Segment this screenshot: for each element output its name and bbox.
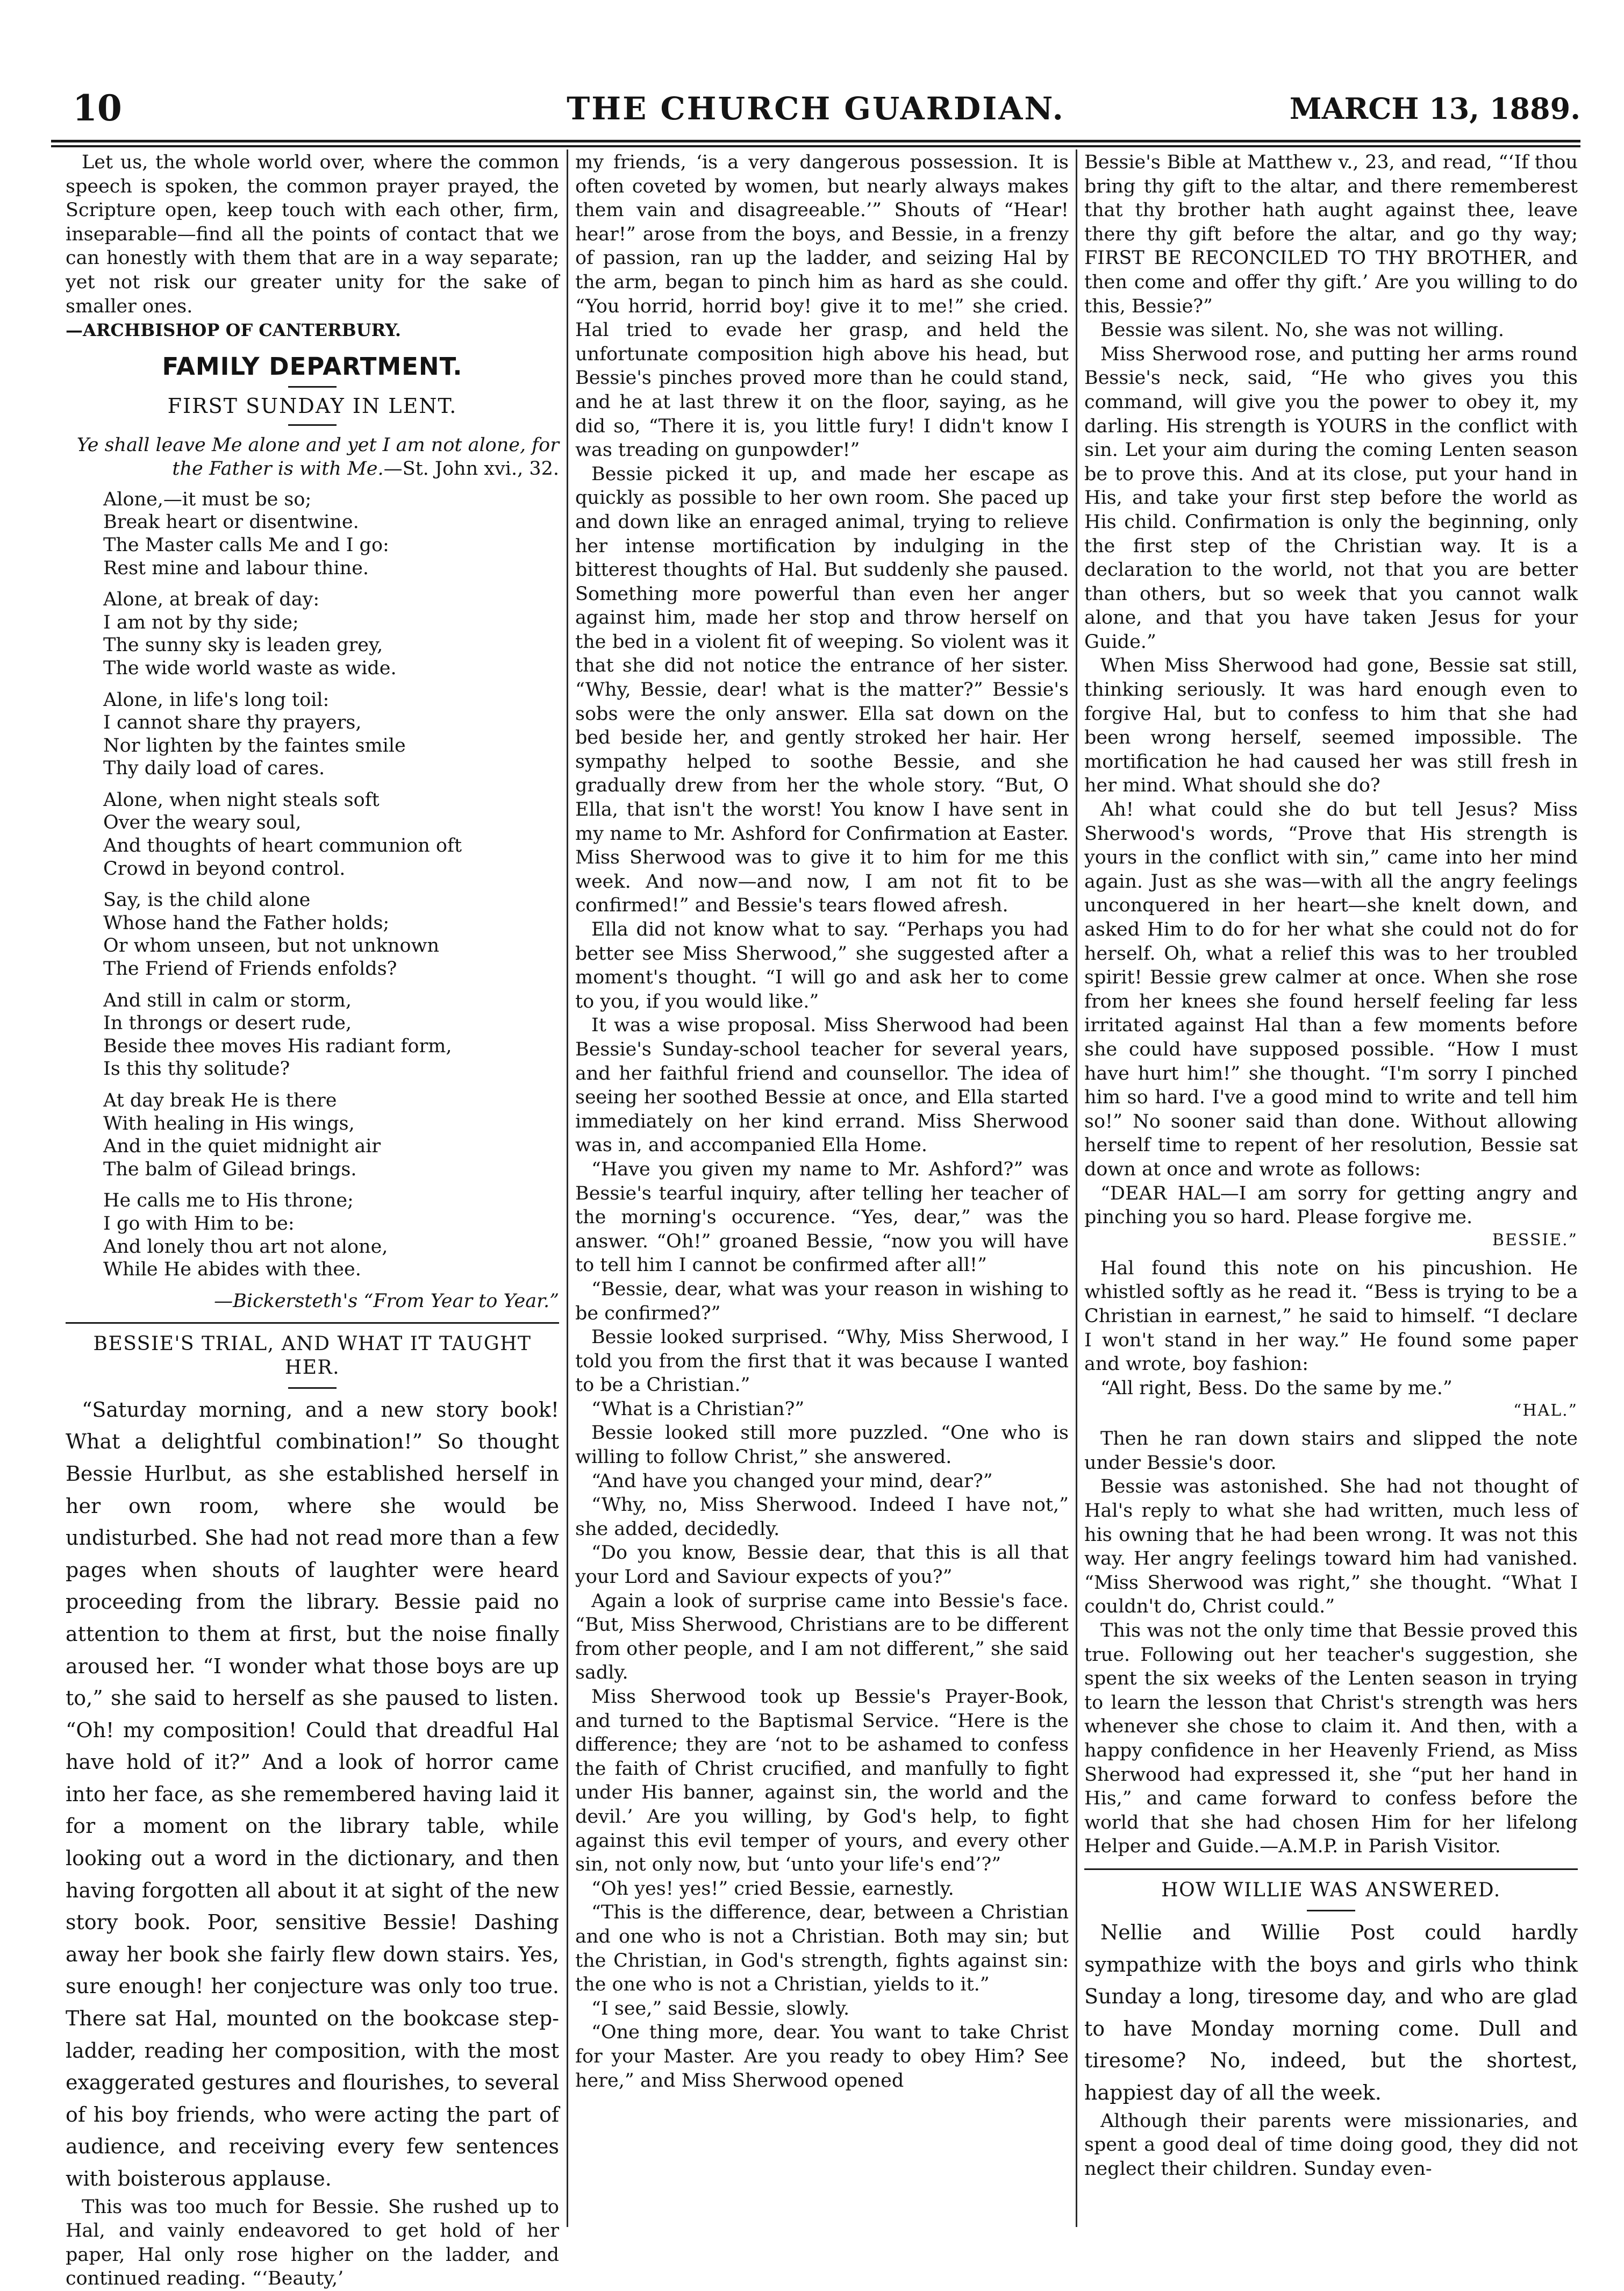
story-paragraph: This was too much for Bessie. She rushed up to Hal, and vainly endeavored to get hold of her paper, Hal only rose higher on the ladder, and continued reading. “‘Beauty,’ [66, 2196, 559, 2290]
poem-line: The balm of Gilead brings. [103, 1158, 357, 1180]
sub-heading: FIRST SUNDAY IN LENT. [66, 386, 559, 426]
story-paragraph: It was a wise proposal. Miss Sherwood had been Bessie's Sunday-school teacher for several years, and her faithful friend and counsellor. The idea of seeing her soothed Bessie at once, and Ella started immediately on her kind errand. Miss Sherwood was in, and accompanied Ella Home. [575, 1015, 1069, 1157]
poem-line: Whose hand the Father holds; [103, 912, 390, 934]
story-paragraph: When Miss Sherwood had gone, Bessie sat still, thinking seriously. It was hard enough even to forgive Hal, but to confess to him that she had been wrong herself, seemed impossible. The mortification he had caused her was still fresh in her mind. What should she do? [1084, 655, 1578, 797]
story-paragraph: “Do you know, Bessie dear, that this is all that your Lord and Saviour expects of you?” [575, 1542, 1069, 1588]
poem [66, 488, 559, 1281]
poem-line: In throngs or desert rude, [103, 1012, 352, 1034]
story-paragraph: Ah! what could she do but tell Jesus? Miss Sherwood's words, “Prove that His strength is yours in the conflict with sin,” came into her mind again. Just as she was—with all the angry feelings unconquered in her heart—she knelt down, and asked Him to do for her what she could not do for herself. Oh, what a relief this was to her troubled spirit! Bessie grew calmer at once. When she rose from her knees she found herself feeling far less irritated against Hal than a few moments before she could have supposed possible. “How I must have hurt him!” she thought. “I'm sorry I pinched him so hard. I've a good mind to write and tell him so!” No sooner said than done. Without allowing herself time to repent of her resolution, Bessie sat down at once and wrote as follows: [1084, 799, 1578, 1180]
poem-line: Alone, when night steals soft [103, 789, 380, 811]
poem-line: Alone,—it must be so; [103, 488, 312, 510]
section-heading: FAMILY DEPARTMENT. [162, 352, 463, 381]
column-1 [66, 151, 559, 2290]
poem-line: And still in calm or storm, [103, 989, 352, 1011]
story-paragraph: Nellie and Willie Post could hardly sympathize with the boys and girls who think Sunday a long, tiresome day, and who are glad to have Monday morning come. Dull and tiresome? No, indeed, but the shortest, happiest day of all the week. [1084, 1920, 1578, 2104]
masthead: THE CHURCH GUARDIAN. [567, 90, 1065, 127]
story-paragraph: “One thing more, dear. You want to take Christ for your Master. Are you ready to obey Him? See here,” and Miss Sherwood opened [575, 2022, 1069, 2092]
poem-stanza [103, 889, 559, 980]
story-paragraph: Bessie looked surprised. “Why, Miss Sherwood, I told you from the first that it was because I wanted to be a Christian.” [575, 1326, 1069, 1396]
poem-line: Say, is the child alone [103, 889, 311, 911]
story-paragraph: This was not the only time that Bessie proved this true. Following out her teacher's suggestion, she spent the six weeks of the Lenten season in trying to learn the lesson that Christ's strength was hers whenever she chose to claim it. And then, with a happy confidence in her Heavenly Friend, as Miss Sherwood had expressed it, she “put her hand in His,” and came forward to confess before the world that she had chosen Him for her lifelong Helper and Guide.—A.M.P. in Parish Visitor. [1084, 1620, 1578, 1858]
column-3 [1084, 151, 1578, 2224]
letter-signature: “HAL.” [1513, 1401, 1578, 1421]
poem-line: I am not by thy side; [103, 611, 299, 633]
poem-line: The sunny sky is leaden grey, [103, 634, 383, 656]
epigraph-reference: —St. John xvi., 32. [383, 458, 559, 480]
story-paragraph: Miss Sherwood took up Bessie's Prayer-Book, and turned to the Baptismal Service. “Here is the difference; they are ‘not to be ashamed to confess the faith of Christ crucified, and manfully to fight under His banner, against sin, the world and the devil.’ Are you willing, by God's help, to fight against this evil temper of yours, and every other sin, not only now, but ‘unto your life's end’?” [575, 1686, 1069, 1876]
poem-line: He calls me to His throne; [103, 1190, 354, 1212]
header-rule [51, 145, 1580, 147]
story-paragraph: “Saturday morning, and a new story book! What a delightful combination!” So thought Bessie Hurlbut, as she established herself in her own room, where she would be undisturbed. She had not read more than a few pages when shouts of laughter were heard proceeding from the library. Bessie paid no attention to them at first, but the noise finally aroused her. “I wonder what those boys are up to,” she said to herself as she paused to listen. “Oh! my composition! Could that dreadful Hal have hold of it?” And a look of horror came into her face, as she remembered having laid it for a moment on the library table, while looking out a word in the dictionary, and then having forgotten all about it at sight of the new story book. Poor, sensitive Bessie! Dashing away her book she fairly flew down stairs. Yes, sure enough! her conjecture was only too true. There sat Hal, mounted on the bookcase step-ladder, reading her composition, with the most exaggerated gestures and flourishes, to several of his boy friends, who were acting the part of audience, and receiving every few sentences with boisterous applause. [66, 1397, 559, 2190]
story-paragraph: “Bessie, dear, what was your reason in wishing to be confirmed?” [575, 1278, 1069, 1324]
poem-credit: —Bickersteth's “From Year to Year.” [214, 1290, 559, 1312]
poem-stanza [103, 588, 559, 680]
story-paragraph: Bessie picked it up, and made her escape as quickly as possible to her own room. She paced up and down like an enraged animal, trying to relieve her intense mortification by indulging in the bitterest thoughts of Hal. But suddenly she paused. Something more powerful than even her anger against him, made her stop and throw herself on the bed in a violent fit of weeping. So violent was it that she did not notice the entrance of her sister. “Why, Bessie, dear! what is the matter?” Bessie's sobs were the only answer. Ella sat down on the bed beside her, and gently stroked her hair. Her sympathy helped to soothe Bessie, and she gradually drew from her the whole story. “But, O Ella, that isn't the worst! You know I have sent in my name to Mr. Ashford for Confirmation at Easter. Miss Sherwood was to give it to him for me this week. And now—and now, I am not fit to be confirmed!” and Bessie's tears flowed afresh. [575, 463, 1069, 917]
epigraph-text: Ye shall leave Me alone and yet I am not alone, for the Father is with Me. [76, 434, 559, 480]
story-paragraph: “Why, no, Miss Sherwood. Indeed I have not,” she added, decidedly. [575, 1494, 1069, 1540]
story-paragraph: Bessie was silent. No, she was not willing. [1100, 319, 1505, 341]
poem-line: And thoughts of heart communion oft [103, 835, 462, 857]
story-paragraph: Again a look of surprise came into Bessie's face. “But, Miss Sherwood, Christians are to be different from other people, and I am not different,” she said sadly. [575, 1590, 1069, 1684]
intro-paragraph: Let us, the whole world over, where the common speech is spoken, the common prayer prayed, the Scripture open, keep touch with each other, firm, inseparable—find all the points of contact that we can honestly with them that are in a way separate; yet not risk our greater unity for the sake of smaller ones. [66, 152, 559, 317]
story-paragraph: my friends, ‘is a very dangerous possession. It is often coveted by women, but nearly always makes them vain and disagreeable.’” Shouts of “Hear! hear!” arose from the boys, and Bessie, in a frenzy of passion, ran up the ladder, and seizing Hal by the arm, began to pinch him as hard as she could. “You horrid, horrid boy! give it to me!” she cried. Hal tried to evade her grasp, and held the unfortunate composition high above his head, but Bessie's pinches proved more than he could stand, and he at last threw it on the floor, saying, as he did so, “There it is, you little fury! I didn't know I was treading on gunpowder!” [575, 152, 1069, 461]
epigraph [66, 433, 559, 481]
poem-line: Is this thy solitude? [103, 1058, 290, 1080]
story-paragraph: “This is the difference, dear, between a Christian and one who is not a Christian. Both may sin; but the Christian, in God's strength, fights against sin: the one who is not a Christian, yields to it.” [575, 1902, 1069, 1996]
story-paragraph: Although their parents were missionaries, and spent a good deal of time doing good, they did not neglect their children. Sunday even- [1084, 2110, 1578, 2180]
page-number: 10 [73, 87, 122, 129]
letter-signature: BESSIE.” [1492, 1230, 1578, 1250]
poem-line: I cannot share thy prayers, [103, 712, 362, 734]
poem-line: The Master calls Me and I go: [103, 534, 389, 556]
issue-date: MARCH 13, 1889. [1289, 91, 1580, 126]
poem-line: Over the weary soul, [103, 812, 302, 834]
poem-line: Rest mine and labour thine. [103, 557, 369, 579]
poem-stanza [103, 488, 559, 580]
poem-line: Alone, at break of day: [103, 589, 320, 611]
poem-line: Or whom unseen, but not unknown [103, 935, 440, 957]
story-paragraph: Bessie's Bible at Matthew v., 23, and read, “‘If thou bring thy gift to the altar, and there rememberest that thy brother hath aught against thee, leave there thy gift before the altar, and go thy way; FIRST BE RECONCILED TO THY BROTHER, and then come and offer thy gift.’ Are you willing to do this, Bessie?” [1084, 152, 1578, 317]
poem-line: The wide world waste as wide. [103, 657, 397, 679]
story-title: HOW WILLIE WAS ANSWERED. [1084, 1868, 1578, 1911]
poem-stanza [103, 789, 559, 880]
story-paragraph: “Oh yes! yes!” cried Bessie, earnestly. [591, 1878, 954, 1900]
story-paragraph: Miss Sherwood rose, and putting her arms round Bessie's neck, said, “He who gives you this command, will give you the power to obey it, my darling. His strength is YOURS in the conflict with sin. Let your aim during the coming Lenten season be to prove this. And at its close, put your hand in His, and take your first step before the world as His child. Confirmation is only the beginning, only the first step of the Christian way. It is a declaration to the world, not that you are better than others, but so week that you cannot walk alone, and that you have taken Jesus for your Guide.” [1084, 343, 1578, 653]
poem-line: Nor lighten by the faintes smile [103, 734, 406, 756]
poem-line: I go with Him to be: [103, 1212, 295, 1234]
letter-text: “DEAR HAL—I am sorry for getting angry and pinching you so hard. Please forgive me. [1084, 1182, 1578, 1229]
column-rule [567, 149, 568, 2227]
poem-line: And lonely thou art not alone, [103, 1236, 388, 1258]
poem-line: With healing in His wings, [103, 1112, 355, 1134]
poem-line: And in the quiet midnight air [103, 1136, 381, 1158]
poem-stanza [103, 1089, 559, 1181]
letter-text: “All right, Bess. Do the same by me.” [1100, 1377, 1453, 1399]
poem-line: Break heart or disentwine. [103, 511, 359, 533]
story-paragraph: Ella did not know what to say. “Perhaps you had better see Miss Sherwood,” she suggested after a moment's thought. “I will go and ask her to come to you, if you would like.” [575, 919, 1069, 1012]
poem-line: Beside thee moves His radiant form, [103, 1035, 452, 1057]
poem-stanza [103, 989, 559, 1081]
poem-line: While He abides with thee. [103, 1259, 361, 1281]
intro-attribution: —ARCHBISHOP OF CANTERBURY. [66, 320, 402, 341]
poem-line: Crowd in beyond control. [103, 858, 346, 880]
story-paragraph: “Have you given my name to Mr. Ashford?” was Bessie's tearful inquiry, after telling her teacher of the morning's occurence. “Yes, dear,” was the answer. “Oh!” groaned Bessie, “now you will have to tell him I cannot be confirmed after all!” [575, 1158, 1069, 1276]
poem-line: Alone, in life's long toil: [103, 689, 330, 711]
story-paragraph: “I see,” said Bessie, slowly. [591, 1997, 850, 2019]
column-rule [1076, 149, 1077, 2227]
poem-stanza [103, 689, 559, 780]
story-paragraph: “What is a Christian?” [591, 1398, 805, 1420]
story-paragraph: Then he ran down stairs and slipped the note under Bessie's door. [1084, 1428, 1578, 1474]
story-title: BESSIE'S TRIAL, AND WHAT IT TAUGHT HER. [66, 1322, 559, 1389]
poem-line: Thy daily load of cares. [103, 758, 325, 780]
story-paragraph: “And have you changed your mind, dear?” [591, 1470, 993, 1492]
story-paragraph: Bessie looked still more puzzled. “One who is willing to follow Christ,” she answered. [575, 1422, 1069, 1468]
poem-line: At day break He is there [103, 1090, 337, 1111]
column-2 [575, 151, 1069, 2224]
page-header [51, 81, 1580, 142]
story-paragraph: Hal found this note on his pincushion. He whistled softly as he read it. “Bess is trying to be a Christian in earnest,” he said to himself. “I declare I won't stand in her way.” He found some paper and wrote, boy fashion: [1084, 1257, 1578, 1375]
story-paragraph: Bessie was astonished. She had not thought of Hal's reply to what she had written, much less of his owning that he had been wrong. It was not this way. Her angry feelings toward him had vanished. “Miss Sherwood was right,” she thought. “What I couldn't do, Christ could.” [1084, 1476, 1578, 1618]
poem-line: The Friend of Friends enfolds? [103, 958, 397, 980]
poem-stanza [103, 1189, 559, 1281]
